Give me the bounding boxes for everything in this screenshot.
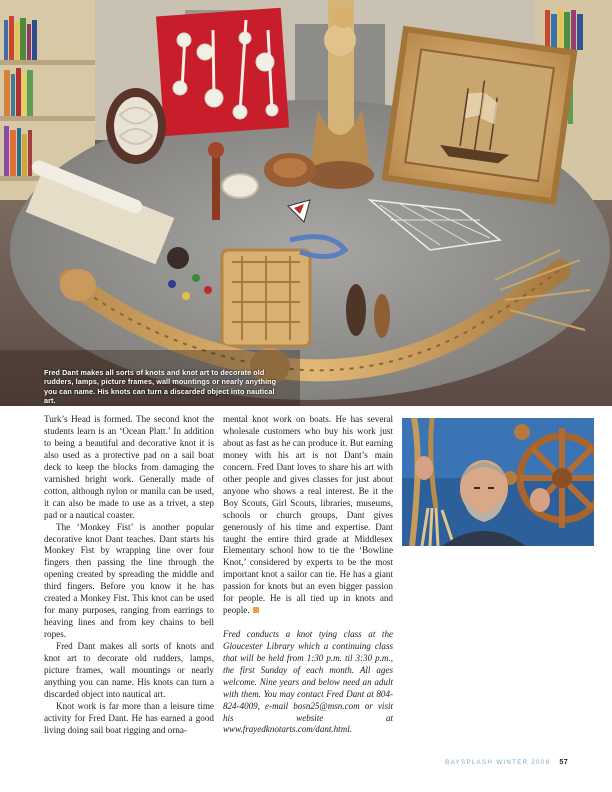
- end-of-story-mark: [253, 607, 259, 613]
- article-column-1: [44, 414, 214, 737]
- portrait-photo: [402, 418, 594, 546]
- article-column-2: [223, 414, 393, 736]
- paragraph: Turk’s Head is formed. The second knot the students learn is an ‘Ocean Platt.’ In addition to being a beautiful and decorative knot it is also used as a protective pad on a sail boat deck to keep the blocks from damaging the varnished bright work. Generally made of cotton, although nylon or manila can be used, it can also be made to use as a trivet, a step pad or a nautical coaster.: [44, 414, 214, 520]
- photo-caption: Fred Dant makes all sorts of knots and knot art to decorate old rudders, lamps, picture frames, wall mountings or nearly anything you can name. His knots can turn a discarded object into nautical art.: [44, 368, 277, 406]
- paragraph: The ‘Monkey Fist’ is another popular decorative knot Dant teaches. Dant starts his Monkey Fist by wrapping line over four fingers then passing the line through the opening created by spreading the middle and third fingers. Before you know it he has created a Monkey Fist. This knot can be used for many purposes, ranging from earrings to heaving lines and from key chains to bell ropes.: [44, 521, 214, 640]
- paragraph-text: mental knot work on boats. He has several wholesale customers who buy his work just about as fast as he can produce it. But earning money with his art is not Dant’s main concern. Fred Dant loves to share his art with other people and gives classes for just about anyone who shows a real interest. Be it the Boy Scouts, Girl Scouts, libraries, museums, schools or church groups, Dant gives generously of his time and expertise. Dant taught the entire third grade at Middlesex Elementary school how to tie the ‘Bowline Knot,’ considered by experts to be the most important knot a sailor can tie. He has a giant passion for knots but an even bigger passion for people. He is all tied up in knots and people.: [223, 414, 393, 616]
- paragraph: Fred Dant makes all sorts of knots and knot art to decorate old rudders, lamps, picture frames, wall mountings or nearly anything you can name. His knots can turn a discarded object into nautical art.: [44, 641, 214, 699]
- publication-name: BAYSPLASH WINTER 2008: [445, 759, 551, 766]
- fred-dant-portrait: [402, 418, 594, 546]
- paragraph: Knot work is far more than a leisure time activity for Fred Dant. He has earned a good living doing sail boat rigging and orna-: [44, 700, 214, 735]
- page-number: 57: [559, 757, 568, 766]
- paragraph: [223, 414, 393, 617]
- class-info-note: Fred conducts a knot tying class at the Gloucester Library which a continuing class that will be held from 1:30 p.m. til 3:30 p.m., the first Sunday of each month. All ages welcome. Nine years and below need an adult with them. You may contact Fred Dant at 804-824-4009, e-mail bosn25@msn.com or visit his website at www.frayedknotarts.com/dant.html.: [223, 629, 393, 735]
- page-footer: [445, 757, 568, 766]
